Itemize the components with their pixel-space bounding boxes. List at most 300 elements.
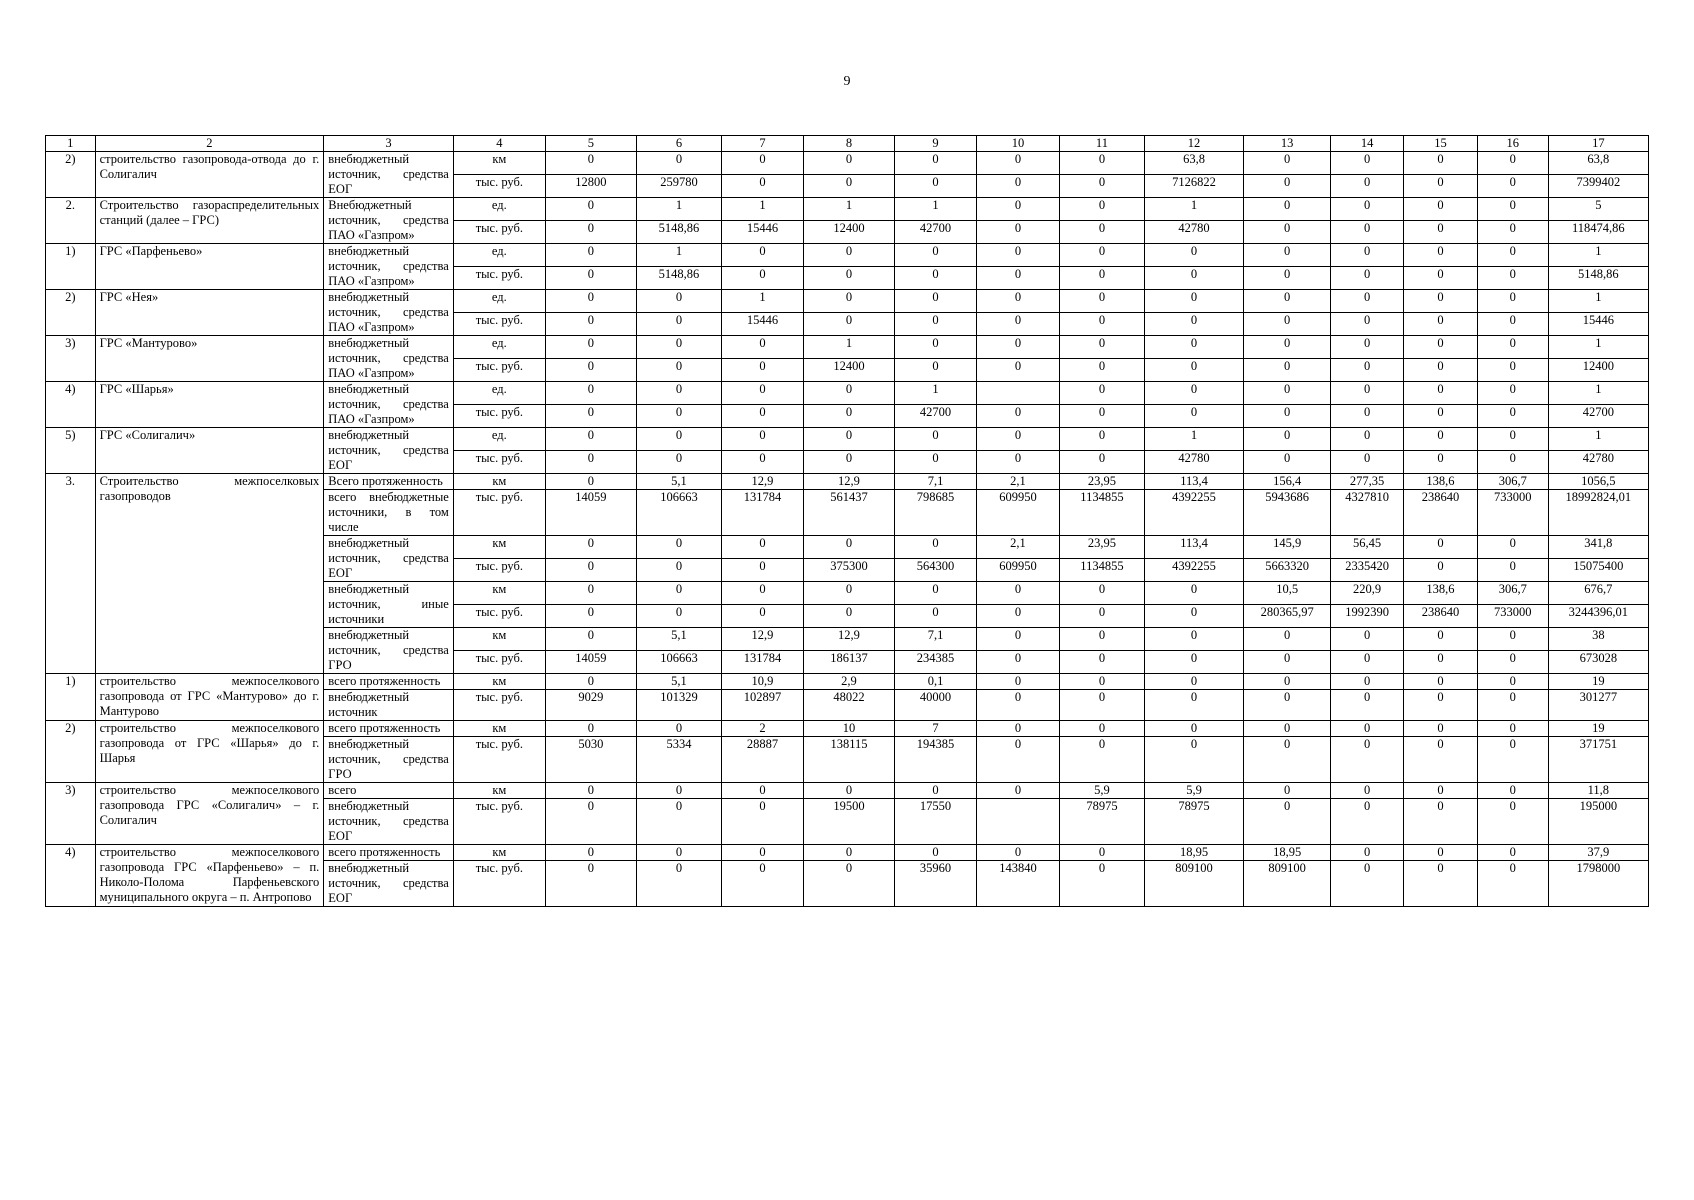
value-cell: 0 [1059, 628, 1144, 651]
value-cell: 37,9 [1548, 845, 1648, 861]
value-cell: 0 [1059, 290, 1144, 313]
value-cell: 0 [1331, 799, 1404, 845]
column-number: 9 [895, 136, 977, 152]
unit: км [453, 628, 545, 651]
value-cell: 19500 [803, 799, 894, 845]
value-cell: 1134855 [1059, 559, 1144, 582]
value-cell: 0 [1404, 382, 1478, 405]
value-cell: 138,6 [1404, 474, 1478, 490]
funding-source: внебюджетный источник, средства ЕОГ [324, 799, 454, 845]
value-cell: 0 [1331, 267, 1404, 290]
value-cell: 0 [1331, 845, 1404, 861]
value-cell: 0 [721, 861, 803, 907]
value-cell: 0 [1244, 382, 1331, 405]
unit: км [453, 152, 545, 175]
unit: тыс. руб. [453, 405, 545, 428]
value-cell: 0 [1244, 783, 1331, 799]
value-cell: 18,95 [1144, 845, 1243, 861]
value-cell: 0 [636, 290, 721, 313]
funding-source: всего протяженность [324, 674, 454, 690]
value-cell: 0 [1144, 674, 1243, 690]
value-cell: 0 [803, 244, 894, 267]
funding-source: внебюджетный источник, средства ЕОГ [324, 536, 454, 582]
value-cell: 0 [1244, 674, 1331, 690]
row-name: строительство межпоселкового газопровода ГРС «Солигалич» – г. Солигалич [95, 783, 324, 845]
value-cell: 10 [803, 721, 894, 737]
column-number: 5 [545, 136, 636, 152]
value-cell: 0 [1244, 690, 1331, 721]
value-cell: 0 [1244, 175, 1331, 198]
value-cell: 0 [1477, 799, 1548, 845]
row-number: 3) [46, 336, 96, 382]
value-cell: 0 [721, 175, 803, 198]
value-cell: 0 [1404, 536, 1478, 559]
value-cell: 259780 [636, 175, 721, 198]
value-cell: 10,5 [1244, 582, 1331, 605]
value-cell: 138,6 [1404, 582, 1478, 605]
row-number: 4) [46, 382, 96, 428]
funding-source: внебюджетный источник, средства ПАО «Газпром» [324, 382, 454, 428]
value-cell: 0 [1477, 313, 1548, 336]
value-cell: 0 [1059, 428, 1144, 451]
value-cell: 0 [1477, 451, 1548, 474]
value-cell: 0 [1144, 628, 1243, 651]
value-cell: 0 [1477, 690, 1548, 721]
table-row [46, 382, 1649, 405]
row-name: строительство межпоселкового газопровода от ГРС «Шарья» до г. Шарья [95, 721, 324, 783]
value-cell: 0 [1404, 628, 1478, 651]
value-cell: 0 [636, 559, 721, 582]
value-cell: 19 [1548, 674, 1648, 690]
funding-source: внебюджетный источник [324, 690, 454, 721]
value-cell: 0 [721, 267, 803, 290]
value-cell: 0 [1059, 737, 1144, 783]
value-cell: 0 [1477, 290, 1548, 313]
value-cell: 1 [1548, 290, 1648, 313]
value-cell: 48022 [803, 690, 894, 721]
value-cell: 28887 [721, 737, 803, 783]
value-cell: 0 [803, 861, 894, 907]
value-cell: 7126822 [1144, 175, 1243, 198]
value-cell: 11,8 [1548, 783, 1648, 799]
value-cell: 0 [1331, 382, 1404, 405]
value-cell: 0 [1331, 737, 1404, 783]
value-cell: 0 [1059, 451, 1144, 474]
unit: км [453, 536, 545, 559]
value-cell: 0 [895, 536, 977, 559]
column-number: 12 [1144, 136, 1243, 152]
value-cell: 609950 [976, 490, 1059, 536]
column-number: 8 [803, 136, 894, 152]
value-cell: 0 [803, 152, 894, 175]
value-cell: 0 [1404, 690, 1478, 721]
value-cell: 0 [545, 428, 636, 451]
value-cell: 0 [1404, 152, 1478, 175]
value-cell: 0 [721, 405, 803, 428]
unit: ед. [453, 382, 545, 405]
value-cell: 23,95 [1059, 474, 1144, 490]
value-cell: 5663320 [1244, 559, 1331, 582]
value-cell: 3244396,01 [1548, 605, 1648, 628]
unit: км [453, 582, 545, 605]
value-cell: 0 [1144, 359, 1243, 382]
value-cell: 0 [1331, 651, 1404, 674]
value-cell: 0 [1404, 336, 1478, 359]
table-row [46, 845, 1649, 861]
column-number: 14 [1331, 136, 1404, 152]
value-cell: 0 [1477, 536, 1548, 559]
value-cell: 0 [1144, 267, 1243, 290]
value-cell: 0 [1331, 861, 1404, 907]
value-cell: 1 [721, 198, 803, 221]
value-cell: 0 [1477, 336, 1548, 359]
row-name: ГРС «Мантурово» [95, 336, 324, 382]
funding-source: внебюджетный источник, средства ЕОГ [324, 428, 454, 474]
value-cell: 0 [636, 783, 721, 799]
value-cell: 5943686 [1244, 490, 1331, 536]
value-cell: 1 [636, 198, 721, 221]
value-cell: 35960 [895, 861, 977, 907]
value-cell: 7,1 [895, 474, 977, 490]
value-cell: 106663 [636, 651, 721, 674]
column-number: 13 [1244, 136, 1331, 152]
value-cell: 0 [721, 559, 803, 582]
value-cell: 2,1 [976, 536, 1059, 559]
value-cell: 0 [976, 845, 1059, 861]
value-cell: 42700 [895, 405, 977, 428]
value-cell: 0 [976, 221, 1059, 244]
value-cell: 0 [721, 582, 803, 605]
value-cell: 0 [721, 336, 803, 359]
value-cell: 0 [803, 605, 894, 628]
value-cell: 4392255 [1144, 490, 1243, 536]
value-cell: 15446 [1548, 313, 1648, 336]
value-cell: 0 [545, 221, 636, 244]
value-cell: 1 [803, 336, 894, 359]
unit: км [453, 474, 545, 490]
page-number: 9 [843, 74, 851, 89]
value-cell: 0 [1477, 244, 1548, 267]
value-cell: 0 [1477, 382, 1548, 405]
unit: тыс. руб. [453, 651, 545, 674]
value-cell: 0 [1059, 721, 1144, 737]
value-cell: 0 [636, 861, 721, 907]
value-cell: 12400 [803, 359, 894, 382]
value-cell: 0 [545, 799, 636, 845]
value-cell: 1 [895, 382, 977, 405]
value-cell: 0 [976, 674, 1059, 690]
value-cell: 733000 [1477, 605, 1548, 628]
value-cell: 0 [545, 474, 636, 490]
table-row [46, 198, 1649, 221]
value-cell: 101329 [636, 690, 721, 721]
value-cell: 0 [1059, 845, 1144, 861]
funding-source: внебюджетный источник, средства ЕОГ [324, 861, 454, 907]
value-cell: 238640 [1404, 490, 1478, 536]
value-cell: 0 [1331, 721, 1404, 737]
value-cell: 195000 [1548, 799, 1648, 845]
row-name: ГРС «Шарья» [95, 382, 324, 428]
value-cell: 138115 [803, 737, 894, 783]
column-number: 2 [95, 136, 324, 152]
value-cell: 2,9 [803, 674, 894, 690]
funding-source: всего внебюджетные источники, в том числе [324, 490, 454, 536]
value-cell: 2,1 [976, 474, 1059, 490]
value-cell: 0 [721, 152, 803, 175]
funding-source: всего [324, 783, 454, 799]
value-cell: 673028 [1548, 651, 1648, 674]
value-cell: 2335420 [1331, 559, 1404, 582]
value-cell: 0 [721, 382, 803, 405]
value-cell: 18,95 [1244, 845, 1331, 861]
value-cell: 63,8 [1548, 152, 1648, 175]
value-cell: 561437 [803, 490, 894, 536]
row-number: 2) [46, 152, 96, 198]
value-cell: 7,1 [895, 628, 977, 651]
value-cell: 0 [1244, 313, 1331, 336]
table-row [46, 721, 1649, 737]
value-cell: 10,9 [721, 674, 803, 690]
value-cell: 0 [1404, 428, 1478, 451]
value-cell: 102897 [721, 690, 803, 721]
value-cell: 0 [1331, 290, 1404, 313]
value-cell: 0 [636, 336, 721, 359]
value-cell: 0 [1144, 721, 1243, 737]
value-cell: 798685 [895, 490, 977, 536]
value-cell: 0 [721, 605, 803, 628]
value-cell: 0 [895, 290, 977, 313]
value-cell: 0 [1244, 198, 1331, 221]
value-cell: 0 [1331, 405, 1404, 428]
value-cell: 4327810 [1331, 490, 1404, 536]
value-cell: 0 [1059, 152, 1144, 175]
value-cell: 0 [545, 290, 636, 313]
value-cell: 0 [545, 721, 636, 737]
value-cell: 0 [1244, 428, 1331, 451]
value-cell: 0 [803, 783, 894, 799]
value-cell: 0 [803, 451, 894, 474]
value-cell: 0 [1331, 674, 1404, 690]
value-cell: 0 [1404, 799, 1478, 845]
value-cell: 5148,86 [636, 267, 721, 290]
value-cell: 0 [1059, 336, 1144, 359]
value-cell: 0 [976, 628, 1059, 651]
value-cell: 19 [1548, 721, 1648, 737]
value-cell: 0 [1477, 651, 1548, 674]
value-cell: 277,35 [1331, 474, 1404, 490]
value-cell: 0 [1059, 221, 1144, 244]
value-cell: 4392255 [1144, 559, 1243, 582]
value-cell: 0 [976, 737, 1059, 783]
value-cell: 0 [803, 290, 894, 313]
value-cell: 0 [545, 244, 636, 267]
value-cell: 0 [721, 451, 803, 474]
value-cell: 0 [1331, 244, 1404, 267]
value-cell: 0 [976, 783, 1059, 799]
value-cell: 306,7 [1477, 474, 1548, 490]
value-cell: 0,1 [895, 674, 977, 690]
value-cell: 0 [636, 152, 721, 175]
value-cell: 0 [1404, 845, 1478, 861]
value-cell: 0 [1404, 175, 1478, 198]
value-cell: 5148,86 [636, 221, 721, 244]
value-cell: 0 [976, 290, 1059, 313]
value-cell: 0 [1244, 267, 1331, 290]
value-cell: 1 [721, 290, 803, 313]
value-cell: 0 [1404, 359, 1478, 382]
value-cell: 0 [976, 582, 1059, 605]
value-cell: 0 [545, 559, 636, 582]
value-cell: 0 [1244, 799, 1331, 845]
value-cell: 1 [1144, 198, 1243, 221]
value-cell: 0 [976, 690, 1059, 721]
value-cell: 0 [976, 405, 1059, 428]
unit: тыс. руб. [453, 221, 545, 244]
value-cell: 0 [1144, 336, 1243, 359]
value-cell: 0 [976, 175, 1059, 198]
value-cell: 7 [895, 721, 977, 737]
value-cell: 0 [1404, 451, 1478, 474]
value-cell: 145,9 [1244, 536, 1331, 559]
row-name: ГРС «Нея» [95, 290, 324, 336]
value-cell: 0 [1477, 737, 1548, 783]
value-cell: 609950 [976, 559, 1059, 582]
value-cell: 0 [721, 244, 803, 267]
value-cell: 0 [545, 313, 636, 336]
value-cell: 0 [636, 799, 721, 845]
value-cell: 0 [636, 405, 721, 428]
value-cell: 0 [1477, 175, 1548, 198]
column-number: 16 [1477, 136, 1548, 152]
value-cell: 220,9 [1331, 582, 1404, 605]
funding-source: внебюджетный источник, средства ПАО «Газпром» [324, 244, 454, 290]
value-cell: 0 [721, 359, 803, 382]
value-cell: 0 [1477, 721, 1548, 737]
table-row [46, 674, 1649, 690]
value-cell: 0 [803, 428, 894, 451]
value-cell: 18992824,01 [1548, 490, 1648, 536]
value-cell: 1798000 [1548, 861, 1648, 907]
value-cell: 0 [895, 359, 977, 382]
value-cell: 0 [803, 382, 894, 405]
value-cell: 0 [895, 175, 977, 198]
value-cell: 0 [545, 382, 636, 405]
value-cell: 0 [1477, 628, 1548, 651]
value-cell: 0 [1331, 690, 1404, 721]
funding-source: внебюджетный источник, средства ПАО «Газпром» [324, 336, 454, 382]
row-number: 2) [46, 721, 96, 783]
value-cell: 0 [636, 428, 721, 451]
funding-source: внебюджетный источник, иные источники [324, 582, 454, 628]
unit: ед. [453, 244, 545, 267]
value-cell: 0 [895, 845, 977, 861]
funding-source: всего протяженность [324, 845, 454, 861]
value-cell: 0 [1059, 244, 1144, 267]
value-cell: 106663 [636, 490, 721, 536]
row-name: ГРС «Солигалич» [95, 428, 324, 474]
value-cell: 733000 [1477, 490, 1548, 536]
value-cell: 1 [803, 198, 894, 221]
value-cell: 564300 [895, 559, 977, 582]
funding-source: всего протяженность [324, 721, 454, 737]
value-cell: 156,4 [1244, 474, 1331, 490]
funding-source: Всего протяженность [324, 474, 454, 490]
value-cell: 0 [1331, 336, 1404, 359]
value-cell: 42780 [1144, 221, 1243, 244]
value-cell: 23,95 [1059, 536, 1144, 559]
table-row [46, 336, 1649, 359]
value-cell: 0 [803, 536, 894, 559]
value-cell: 131784 [721, 651, 803, 674]
value-cell: 0 [1244, 152, 1331, 175]
column-number: 1 [46, 136, 96, 152]
row-name: строительство газопровода-отвода до г. Солигалич [95, 152, 324, 198]
value-cell: 0 [1404, 267, 1478, 290]
value-cell: 0 [545, 674, 636, 690]
value-cell: 1992390 [1331, 605, 1404, 628]
value-cell: 0 [1477, 221, 1548, 244]
value-cell: 5030 [545, 737, 636, 783]
value-cell: 0 [1244, 221, 1331, 244]
value-cell: 0 [721, 428, 803, 451]
value-cell: 0 [1244, 290, 1331, 313]
value-cell: 0 [1059, 382, 1144, 405]
value-cell: 0 [545, 198, 636, 221]
value-cell: 0 [1059, 267, 1144, 290]
value-cell: 0 [636, 536, 721, 559]
value-cell: 0 [976, 651, 1059, 674]
value-cell: 113,4 [1144, 474, 1243, 490]
value-cell: 809100 [1144, 861, 1243, 907]
value-cell: 0 [1404, 405, 1478, 428]
table-row [46, 428, 1649, 451]
value-cell: 371751 [1548, 737, 1648, 783]
column-number: 4 [453, 136, 545, 152]
value-cell: 0 [1244, 451, 1331, 474]
value-cell: 113,4 [1144, 536, 1243, 559]
unit: тыс. руб. [453, 175, 545, 198]
value-cell: 5,1 [636, 674, 721, 690]
value-cell: 1 [895, 198, 977, 221]
value-cell: 17550 [895, 799, 977, 845]
value-cell: 0 [1477, 267, 1548, 290]
value-cell: 234385 [895, 651, 977, 674]
value-cell: 42780 [1548, 451, 1648, 474]
value-cell: 5 [1548, 198, 1648, 221]
value-cell: 0 [1477, 198, 1548, 221]
unit: тыс. руб. [453, 490, 545, 536]
value-cell: 12400 [1548, 359, 1648, 382]
value-cell: 0 [976, 605, 1059, 628]
value-cell: 0 [636, 359, 721, 382]
value-cell: 0 [545, 336, 636, 359]
value-cell: 0 [1244, 336, 1331, 359]
column-number-row [46, 136, 1649, 152]
value-cell: 131784 [721, 490, 803, 536]
column-number: 7 [721, 136, 803, 152]
value-cell: 0 [976, 313, 1059, 336]
funding-source: внебюджетный источник, средства ПАО «Газпром» [324, 290, 454, 336]
value-cell: 0 [1404, 290, 1478, 313]
value-cell: 0 [545, 451, 636, 474]
value-cell: 40000 [895, 690, 977, 721]
value-cell: 1056,5 [1548, 474, 1648, 490]
unit: ед. [453, 336, 545, 359]
value-cell: 0 [895, 244, 977, 267]
value-cell: 0 [1244, 651, 1331, 674]
value-cell: 0 [1059, 861, 1144, 907]
value-cell: 0 [636, 605, 721, 628]
